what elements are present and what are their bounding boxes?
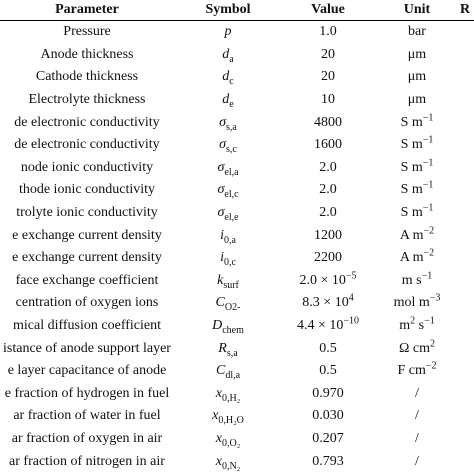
cell-unit: [374, 224, 460, 247]
cell-parameter: centration of oxygen ions: [15, 295, 159, 311]
unit-main: /: [415, 430, 419, 446]
symbol-subscript: surf: [223, 279, 239, 291]
symbol-subscript: el,e: [224, 211, 239, 223]
unit-main: m: [399, 318, 411, 334]
table-row: [0, 270, 474, 293]
cell-parameter: Pressure: [63, 24, 111, 40]
cell-value: [282, 157, 374, 180]
symbol-subscript: a: [229, 53, 234, 65]
cell-value: [282, 450, 374, 473]
table-row: [0, 157, 474, 180]
cell-ref: [460, 179, 474, 202]
value-main: 2.0: [319, 205, 337, 221]
value-main: 10: [321, 92, 335, 108]
cell-symbol: [174, 157, 282, 180]
cell-ref: [460, 315, 474, 338]
cell-ref: [460, 111, 474, 134]
cell-value: [282, 179, 374, 202]
cell-ref: [460, 134, 474, 157]
unit-main: A m: [399, 250, 424, 266]
symbol-subscript: 0,H₂O: [218, 415, 244, 427]
table-row: [0, 224, 474, 247]
cell-parameter: mical diffusion coefficient: [13, 318, 161, 334]
symbol-subscript: e: [229, 98, 234, 110]
cell-value: [282, 89, 374, 112]
cell-symbol: [174, 44, 282, 67]
unit-main: Ω cm: [398, 340, 430, 356]
symbol-main: σ: [217, 159, 225, 175]
cell-value: [282, 21, 374, 44]
cell-parameter: thode ionic conductivity: [18, 182, 156, 198]
cell-value: [282, 360, 374, 383]
value-main: 0.030: [312, 408, 344, 424]
table-row: [0, 66, 474, 89]
unit-main: A m: [399, 227, 424, 243]
cell-unit: [374, 157, 460, 180]
cell-symbol: [174, 202, 282, 225]
table-row: [0, 383, 474, 406]
cell-symbol: [174, 405, 282, 428]
value-main: 8.3 × 10: [302, 295, 349, 311]
unit-exponent: −1: [422, 112, 434, 124]
unit-exponent: −1: [422, 179, 434, 191]
unit-exponent: −1: [422, 157, 434, 169]
symbol-subscript: s,a: [226, 121, 237, 133]
cell-unit: [374, 383, 460, 406]
value-main: 2.0: [319, 159, 337, 175]
unit-main: S m: [400, 205, 423, 221]
symbol-subscript: 0,H₂: [222, 392, 241, 404]
table-body: [0, 21, 474, 473]
symbol-main: i: [220, 250, 224, 266]
cell-symbol: [174, 224, 282, 247]
header-value: Value: [282, 0, 374, 21]
cell-symbol: [174, 270, 282, 293]
cell-parameter: istance of anode support layer: [3, 340, 171, 356]
symbol-subscript: chem: [222, 324, 244, 336]
cell-unit: [374, 21, 460, 44]
cell-value: [282, 337, 374, 360]
cell-parameter: e fraction of hydrogen in fuel: [4, 385, 170, 401]
cell-parameter: node ionic conductivity: [20, 159, 154, 175]
cell-unit: [374, 337, 460, 360]
symbol-subscript: el,c: [224, 189, 239, 201]
value-main: 1200: [314, 227, 342, 243]
value-main: 20: [321, 46, 335, 62]
cell-unit: [374, 111, 460, 134]
cell-parameter: ar fraction of nitrogen in air: [9, 453, 165, 469]
table-row: [0, 360, 474, 383]
symbol-subscript: O2-: [224, 302, 241, 314]
unit-main: bar: [408, 24, 426, 40]
table-row: [0, 89, 474, 112]
cell-ref: [460, 224, 474, 247]
table-row: [0, 44, 474, 67]
unit-exponent: −1: [422, 134, 434, 146]
cell-symbol: [174, 428, 282, 451]
table-row: [0, 247, 474, 270]
cell-parameter: Anode thickness: [40, 46, 134, 62]
cell-symbol: [174, 179, 282, 202]
cell-parameter: e layer capacitance of anode: [7, 363, 167, 379]
symbol-main: p: [224, 24, 232, 40]
cell-ref: [460, 270, 474, 293]
cell-symbol: [174, 450, 282, 473]
cell-ref: [460, 337, 474, 360]
cell-unit: [374, 89, 460, 112]
symbol-subscript: dl,a: [225, 370, 241, 381]
unit-main: /: [415, 408, 419, 424]
cell-unit: [374, 292, 460, 315]
unit-main: F cm: [397, 363, 426, 379]
cell-parameter: face exchange coefficient: [15, 272, 159, 288]
cell-ref: [460, 89, 474, 112]
value-main: 1600: [314, 137, 342, 153]
header-parameter: Parameter: [0, 0, 174, 21]
cell-unit: [374, 450, 460, 473]
unit-main: /: [415, 385, 419, 401]
cell-parameter: ar fraction of oxygen in air: [11, 430, 163, 446]
symbol-main: D: [212, 318, 223, 334]
cell-unit: [374, 360, 460, 383]
cell-ref: [460, 360, 474, 383]
value-main: 20: [321, 69, 335, 85]
cell-parameter: Electrolyte thickness: [28, 92, 146, 108]
cell-value: [282, 292, 374, 315]
value-main: 0.970: [312, 385, 344, 401]
unit-main: μm: [407, 46, 427, 62]
cell-ref: [460, 428, 474, 451]
symbol-main: σ: [217, 182, 225, 198]
cell-value: [282, 428, 374, 451]
header-unit: Unit: [374, 0, 460, 21]
cell-symbol: [174, 247, 282, 270]
symbol-subscript: 0,O₂: [222, 437, 241, 449]
cell-value: [282, 315, 374, 338]
table-header: [0, 0, 474, 21]
value-main: 2.0 × 10: [299, 272, 346, 288]
symbol-main: x: [215, 453, 222, 469]
header-symbol: Symbol: [174, 0, 282, 21]
symbol-subscript: s,c: [226, 144, 237, 156]
cell-parameter: ar fraction of water in fuel: [13, 408, 161, 424]
value-main: 4800: [314, 114, 342, 130]
symbol-main: σ: [217, 205, 225, 221]
cell-symbol: [174, 337, 282, 360]
cell-ref: [460, 450, 474, 473]
symbol-subscript: c: [229, 76, 234, 88]
table-row: [0, 337, 474, 360]
cell-value: [282, 66, 374, 89]
symbol-main: σ: [219, 137, 227, 153]
symbol-main: d: [222, 46, 230, 62]
cell-ref: [460, 292, 474, 315]
cell-parameter: Cathode thickness: [35, 69, 139, 85]
unit-main: S m: [400, 114, 423, 130]
table-row: [0, 21, 474, 44]
cell-ref: [460, 157, 474, 180]
cell-symbol: [174, 315, 282, 338]
symbol-main: C: [215, 295, 225, 311]
unit-exponent: −1: [422, 202, 434, 214]
unit-main: μm: [407, 69, 427, 85]
symbol-main: k: [217, 272, 224, 288]
cell-value: [282, 202, 374, 225]
value-main: 2.0: [319, 182, 337, 198]
unit-exponent: −2: [423, 224, 435, 236]
cell-unit: [374, 270, 460, 293]
unit-tail: s: [415, 318, 425, 334]
table-row: [0, 405, 474, 428]
header-ref: R: [460, 0, 474, 21]
cell-value: [282, 405, 374, 428]
cell-unit: [374, 428, 460, 451]
symbol-main: x: [215, 430, 222, 446]
value-main: 2200: [314, 250, 342, 266]
cell-unit: [374, 44, 460, 67]
unit-exponent: −2: [423, 247, 435, 259]
cell-symbol: [174, 292, 282, 315]
cell-ref: [460, 44, 474, 67]
value-main: 0.5: [319, 363, 337, 379]
cell-ref: [460, 247, 474, 270]
table-row: [0, 179, 474, 202]
table-row: [0, 111, 474, 134]
cell-parameter: de electronic conductivity: [14, 114, 160, 130]
unit-main: μm: [407, 92, 427, 108]
symbol-main: R: [218, 340, 227, 356]
cell-ref: [460, 383, 474, 406]
value-main: 0.5: [319, 340, 337, 356]
unit-main: m s: [401, 272, 422, 288]
unit-main: /: [415, 453, 419, 469]
unit-exponent: −1: [421, 270, 433, 282]
cell-unit: [374, 405, 460, 428]
table-row: [0, 450, 474, 473]
table-row: [0, 202, 474, 225]
value-main: 0.207: [312, 430, 344, 446]
symbol-main: x: [215, 385, 222, 401]
cell-ref: [460, 66, 474, 89]
cell-value: [282, 224, 374, 247]
symbol-main: x: [212, 408, 219, 424]
table-row: [0, 134, 474, 157]
unit-main: S m: [400, 137, 423, 153]
cell-parameter: de electronic conductivity: [14, 137, 160, 153]
symbol-subscript: s,a: [226, 347, 238, 359]
symbol-main: i: [220, 227, 224, 243]
unit-exponent: −2: [425, 360, 437, 372]
cell-unit: [374, 315, 460, 338]
cell-symbol: [174, 89, 282, 112]
value-main: 1.0: [319, 24, 337, 40]
cell-symbol: [174, 360, 282, 383]
table-row: [0, 292, 474, 315]
unit-main: mol m: [393, 295, 430, 311]
cell-symbol: [174, 111, 282, 134]
cell-unit: [374, 247, 460, 270]
value-exponent: 4: [348, 292, 354, 304]
cell-symbol: [174, 21, 282, 44]
value-exponent: −10: [343, 315, 360, 327]
value-main: 0.793: [312, 453, 344, 469]
cell-value: [282, 111, 374, 134]
cell-parameter: e exchange current density: [12, 250, 162, 266]
cell-symbol: [174, 66, 282, 89]
symbol-subscript: 0,N₂: [222, 460, 241, 472]
cell-symbol: [174, 134, 282, 157]
cell-value: [282, 247, 374, 270]
cell-value: [282, 44, 374, 67]
value-main: 4.4 × 10: [296, 318, 344, 334]
unit-exponent: 2: [430, 337, 435, 349]
cell-ref: [460, 202, 474, 225]
unit-main: S m: [400, 159, 423, 175]
symbol-subscript: el,a: [224, 166, 239, 178]
cell-unit: [374, 134, 460, 157]
table-row: [0, 315, 474, 338]
cell-ref: [460, 405, 474, 428]
unit-main: S m: [400, 182, 423, 198]
unit-exponent: 2: [410, 315, 416, 327]
header-row: [0, 0, 474, 21]
symbol-main: C: [215, 363, 226, 379]
symbol-main: d: [222, 92, 230, 108]
cell-parameter: e exchange current density: [12, 227, 162, 243]
cell-unit: [374, 179, 460, 202]
cell-symbol: [174, 383, 282, 406]
cell-value: [282, 270, 374, 293]
symbol-main: σ: [219, 114, 227, 130]
symbol-subscript: 0,c: [223, 257, 236, 269]
cell-value: [282, 134, 374, 157]
symbol-main: d: [222, 69, 230, 85]
unit-exponent: −3: [429, 292, 441, 304]
cell-ref: [460, 21, 474, 44]
table-row: [0, 428, 474, 451]
unit-tail-exponent: −1: [424, 315, 435, 327]
cell-value: [282, 383, 374, 406]
cell-unit: [374, 66, 460, 89]
cell-unit: [374, 202, 460, 225]
value-exponent: −5: [345, 270, 357, 282]
symbol-subscript: 0,a: [223, 234, 236, 246]
cell-parameter: trolyte ionic conductivity: [16, 205, 158, 221]
